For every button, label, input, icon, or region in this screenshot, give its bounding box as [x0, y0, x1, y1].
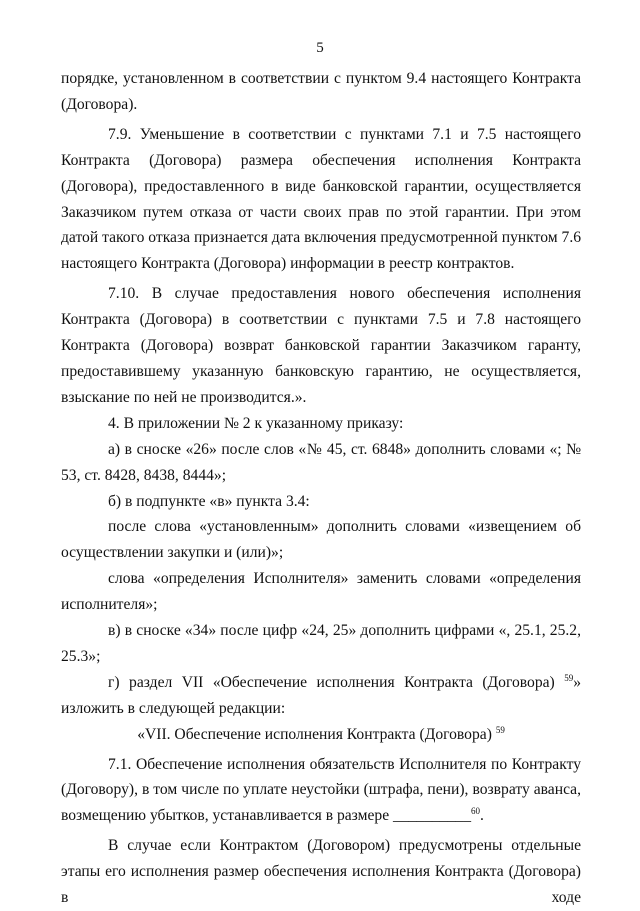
paragraph-item-a: а) в сноске «26» после слов «№ 45, ст. 6848» дополнить словами «; № 53, ст. 8428, 8438, 8444»; [61, 440, 581, 484]
paragraph-item-b: б) в подпункте «в» пункта 3.4: [108, 492, 310, 510]
page-number: 5 [316, 40, 324, 56]
section-heading [61, 722, 581, 748]
paragraph-7-10: 7.10. В случае предоставления нового обеспечения исполнения Контракта (Договора) в соответствии с пунктами 7.5 и 7.8 настоящего Контракта (Договора) возврат банковской гарантии Заказчиком гаранту, предоставившему указанную банковскую гарантию, не осуществляется, взыскание по ней не производится.». [61, 285, 581, 406]
paragraph-item-4: 4. В приложении № 2 к указанному приказу: [108, 414, 404, 432]
paragraph-item-g-text-start: г) раздел VII «Обеспечение исполнения Контракта (Договора) [108, 673, 555, 691]
paragraph-stages: В случае если Контрактом (Договором) предусмотрены отдельные этапы его исполнения размер обеспечения исполнения Контракта (Договора) в ходе [61, 837, 581, 907]
paragraph-item-v: в) в сноске «34» после цифр «24, 25» дополнить цифрами «, 25.1, 25.2, 25.3»; [61, 622, 581, 665]
footnote-ref-59: 59 [564, 672, 574, 683]
paragraph-continuation: порядке, установленном в соответствии с пунктом 9.4 настоящего Контракта (Договора). [61, 70, 581, 113]
paragraph-words-replace: слова «определения Исполнителя» заменить словами «определения исполнителя»; [61, 570, 581, 614]
document-body [61, 66, 581, 911]
section-heading-text: «VII. Обеспечение исполнения Контракта (Договора) [137, 725, 492, 743]
paragraph-7-1 [61, 752, 581, 830]
paragraph-item-g-text-end: » изложить в следующей редакции: [61, 673, 581, 717]
paragraph-7-9: 7.9. Уменьшение в соответствии с пунктами 7.1 и 7.5 настоящего Контракта (Договора) размера обеспечения исполнения Контракта (Договора), предоставленного в виде банковской гарантии, осуществляется Заказчиком путем отказа от части своих прав по этой гарантии. При этом датой такого отказа признается дата включения предусмотренной пунктом 7.6 настоящего Контракта (Договора) информации в реестр контрактов. [61, 125, 582, 273]
paragraph-7-1-end: . [480, 807, 484, 825]
heading-footnote-ref-59: 59 [495, 724, 505, 735]
paragraph-7-1-text: 7.1. Обеспечение исполнения обязательств Исполнителя по Контракту (Договору), в том числе по уплате неустойки (штрафа, пени), возврату аванса, возмещению убытков, устанавливается в размере __________ [61, 755, 581, 825]
paragraph-after-word: после слова «установленным» дополнить словами «извещением об осуществлении закупки и (или)»; [61, 518, 581, 562]
paragraph-item-g [61, 670, 581, 722]
footnote-ref-60: 60 [471, 806, 480, 817]
